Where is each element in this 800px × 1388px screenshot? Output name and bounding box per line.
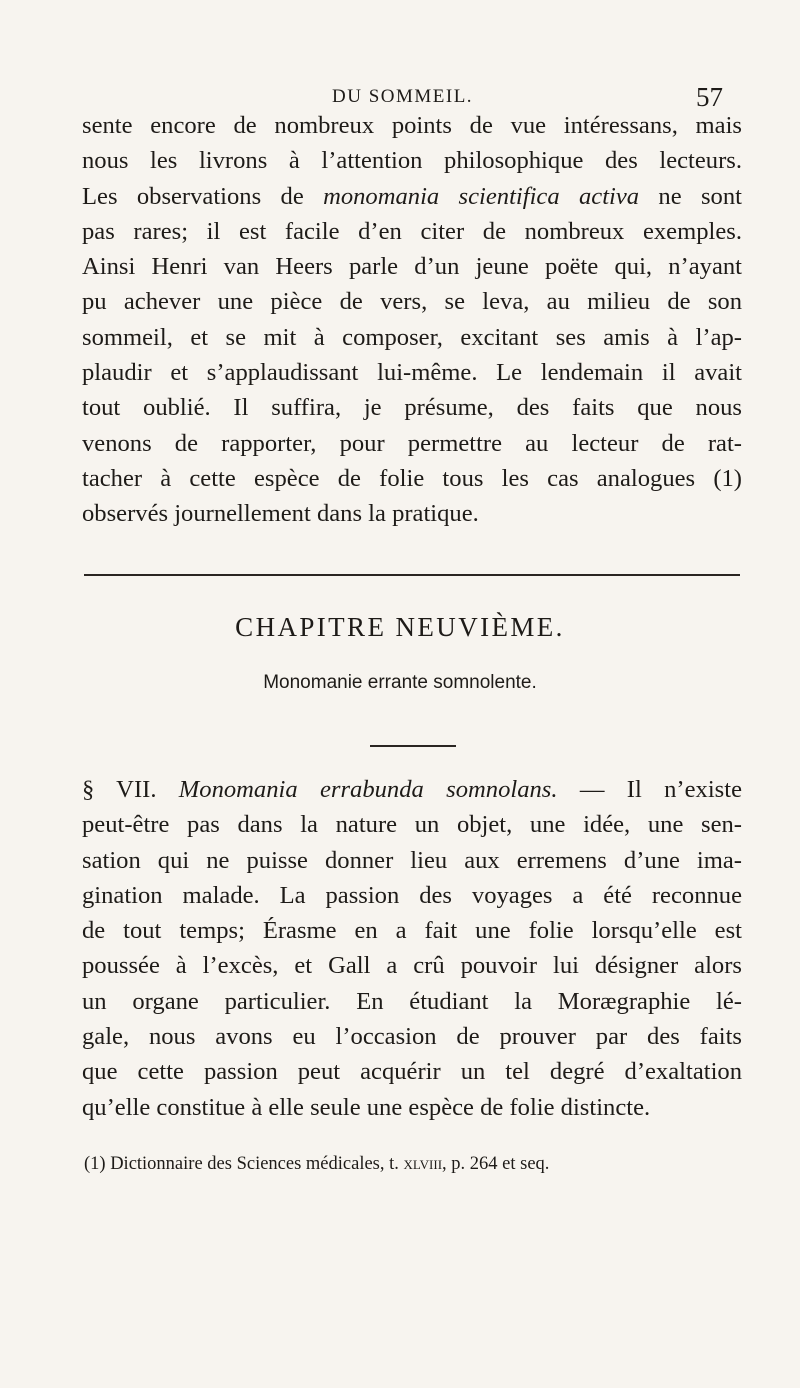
section-title: Monomania errabunda somnolans.: [178, 776, 558, 803]
short-divider: [370, 745, 456, 747]
chapter-title: CHAPITRE NEUVIÈME.: [235, 612, 565, 642]
text-line: tout oublié. Il suffira, je présume, des faits que nous: [82, 394, 742, 422]
text-line: qu’elle constitue à elle seule une espèce de folie distincte.: [82, 1093, 651, 1121]
text-line: sente encore de nombreux points de vue intéressans, mais: [82, 112, 742, 139]
text-line: Ainsi Henri van Heers parle d’un jeune poëte qui, n’ayant: [82, 253, 742, 281]
text-line: poussée à l’excès, et Gall a crû pouvoir lui désigner alors: [82, 952, 742, 980]
text-line: un organe particulier. En étudiant la Morægraphie lé-: [82, 987, 742, 1015]
text-line-with-italic: [82, 179, 742, 214]
chapter-subtitle: Monomanie errante somnolente.: [263, 672, 537, 693]
text-line: tacher à cette espèce de folie tous les cas analogues (1): [82, 464, 742, 492]
footnote-volume: xlviii: [403, 1154, 443, 1174]
text-line: sation qui ne puisse donner lieu aux erremens d’une ima-: [82, 846, 742, 874]
footnote: [84, 1154, 764, 1175]
section-divider: [84, 574, 740, 576]
text-line: de tout temps; Érasme en a fait une folie lorsqu’elle est: [82, 917, 742, 945]
text-line: nous les livrons à l’attention philosophique des lecteurs.: [82, 147, 742, 175]
text-line: observés journellement dans la pratique.: [82, 500, 479, 528]
text-line: gination malade. La passion des voyages a été reconnue: [82, 881, 742, 909]
paragraph-1: [82, 108, 742, 532]
section-mark: § VII.: [82, 776, 179, 803]
line-prefix: Les observations de: [82, 182, 324, 210]
text-line: gale, nous avons eu l’occasion de prouver par des faits: [82, 1023, 742, 1051]
text-line: pu achever une pièce de vers, se leva, au milieu de son: [82, 288, 742, 316]
section-heading-line: [82, 772, 742, 807]
page-number: 57: [696, 82, 723, 112]
text-line: plaudir et s’applaudissant lui-même. Le lendemain il avait: [82, 359, 742, 387]
text-line: sommeil, et se mit à composer, excitant ses amis à l’ap-: [82, 323, 742, 351]
line-suffix: ne sont: [639, 182, 742, 210]
text-line: pas rares; il est facile d’en citer de nombreux exemples.: [82, 217, 742, 245]
running-head: DU SOMMEIL.: [332, 86, 474, 107]
text-line: venons de rapporter, pour permettre au lecteur de rat-: [82, 429, 742, 457]
paragraph-2: [82, 772, 742, 1125]
text-line: que cette passion peut acquérir un tel degré d’exaltation: [82, 1058, 742, 1086]
latin-term: monomania scientifica activa: [323, 182, 640, 210]
footnote-page: , p. 264 et seq.: [442, 1154, 550, 1174]
footnote-text: (1) Dictionnaire des Sciences médicales, t.: [84, 1154, 404, 1174]
section-lead: — Il n’existe: [557, 776, 742, 803]
text-line: peut-être pas dans la nature un objet, une idée, une sen-: [82, 811, 742, 839]
